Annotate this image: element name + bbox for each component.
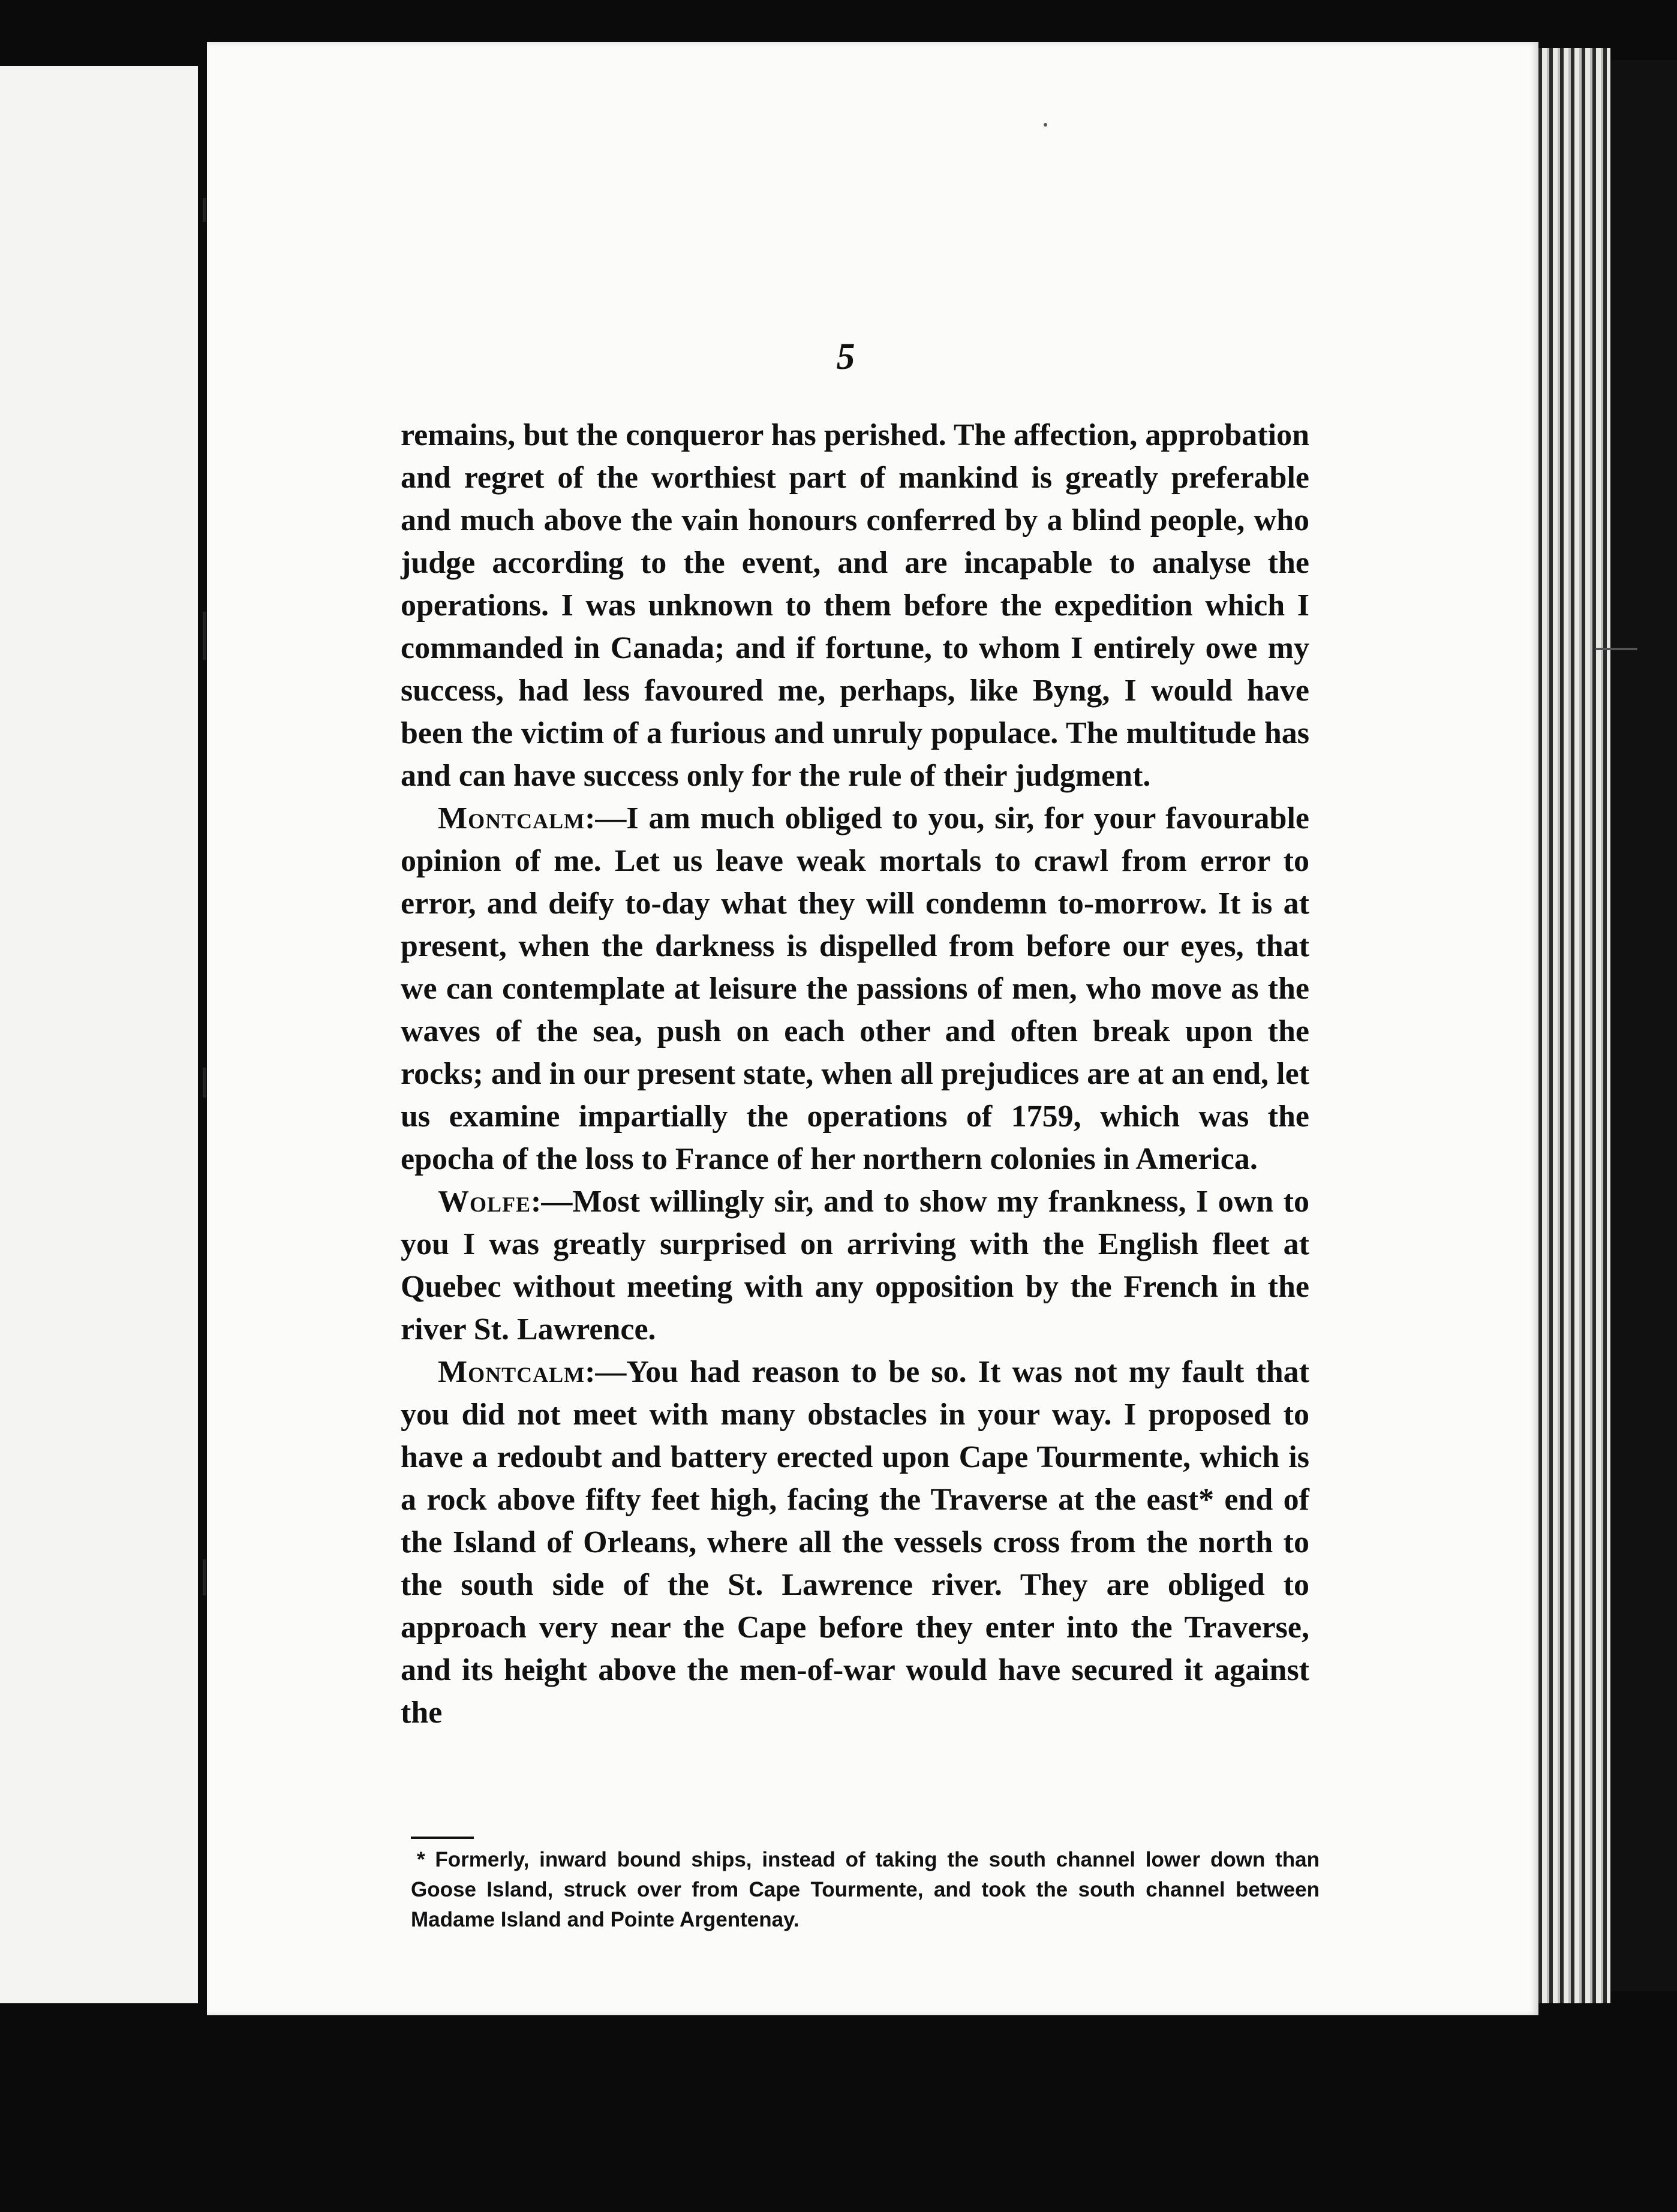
speaker-name: Wolfe bbox=[438, 1185, 531, 1219]
edge-mark bbox=[1595, 648, 1637, 650]
gutter-mark bbox=[203, 198, 206, 222]
facing-blank-page bbox=[0, 66, 198, 2003]
speaker-name: Montcalm bbox=[438, 1355, 585, 1389]
paragraph bbox=[401, 414, 1309, 797]
body-text bbox=[401, 414, 1309, 1734]
paragraph-text: :—You had reason to be so. It was not my fault that you did not meet with many obstacles in your way. I proposed to have a redoubt and battery erected upon Cape Tourmente, which is a rock above fifty feet high, facing the Traverse at the east* end of the Island of Orleans, where all the vessels cross from the north to the south side of the St. Lawrence river. They are obliged to approach very near the Cape before they enter into the Traverse, and its height above the men-of-war would have secured it against the bbox=[401, 1355, 1309, 1730]
footnote bbox=[411, 1845, 1320, 1935]
paragraph bbox=[401, 1180, 1309, 1351]
gutter-mark bbox=[203, 1559, 206, 1595]
scan-border bbox=[1610, 60, 1677, 1991]
paragraph-text: :—Most willingly sir, and to show my frankness, I own to you I was greatly surprised on arriving with the English fleet at Quebec without meeting with any opposition by the French in the river St. Lawrence. bbox=[401, 1185, 1309, 1347]
dust-speck bbox=[1044, 123, 1047, 127]
gutter-mark bbox=[203, 612, 206, 660]
paragraph bbox=[401, 1351, 1309, 1734]
paragraph-text: remains, but the conqueror has perished. The affection, approbation and regret of the worthiest part of mankind is greatly preferable and much above the vain honours conferred by a blind people, who judge according to the event, and are incapable to analyse the operations. I was unknown to them before the expedition which I commanded in Canada; and if fortune, to whom I entirely owe my success, had less favoured me, perhaps, like Byng, I would have been the victim of a furious and unruly populace. The multitude has and can have success only for the rule of their judgment. bbox=[401, 418, 1309, 793]
paragraph-text: :—I am much obliged to you, sir, for your favourable opinion of me. Let us leave weak mortals to crawl from error to error, and deify to-day what they will condemn to-morrow. It is at present, when the darkness is dispelled from before our eyes, that we can contemplate at leisure the passions of men, who move as the waves of the sea, push on each other and often break upon the rocks; and in our present state, when all prejudices are at an end, let us examine impartially the operations of 1759, which was the epocha of the loss to France of her northern colonies in America. bbox=[401, 801, 1309, 1176]
paragraph bbox=[401, 797, 1309, 1180]
gutter-mark bbox=[203, 1068, 206, 1098]
page-number: 5 bbox=[836, 336, 855, 377]
page-edges bbox=[1538, 48, 1610, 2003]
footnote-text: * Formerly, inward bound ships, instead of taking the south channel lower down than Goose Island, struck over from Cape Tourmente, and took the south channel between Madame Island and Pointe Argentenay. bbox=[411, 1848, 1320, 1931]
speaker-name: Montcalm bbox=[438, 801, 585, 835]
footnote-rule bbox=[411, 1837, 474, 1839]
